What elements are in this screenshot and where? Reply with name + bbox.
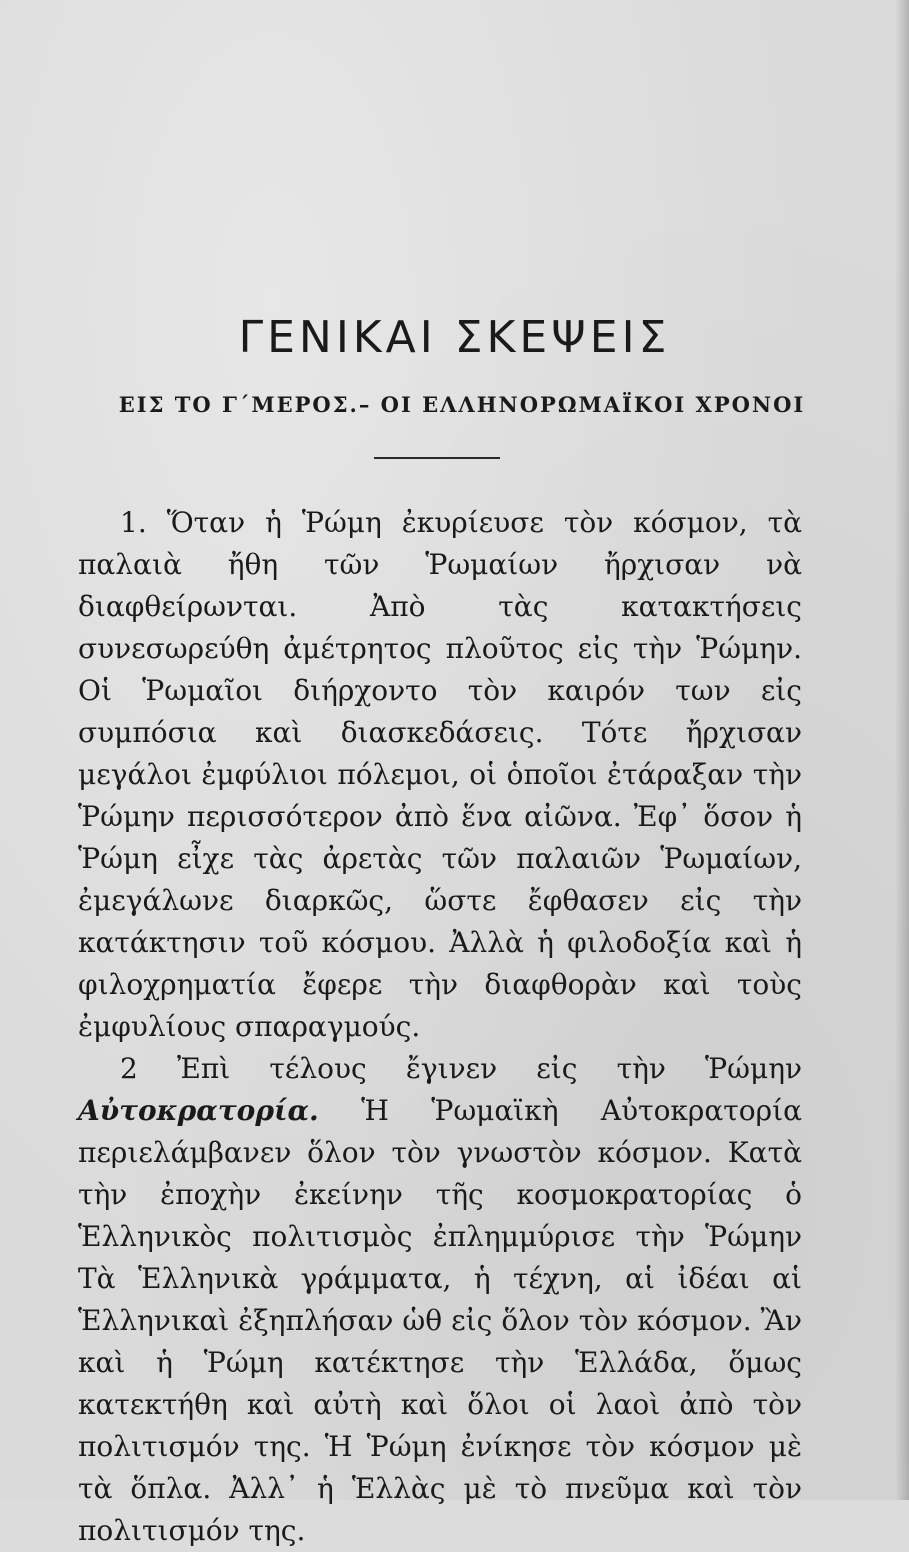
paragraph-2-start: 2 Ἐπὶ τέλους ἔγινεν εἰς τὴν Ῥώμην [120, 1052, 802, 1085]
paragraph-1: 1. Ὅταν ἡ Ῥώμη ἐκυρίευσε τὸν κόσμον, τὰ παλαιὰ ἤθη τῶν Ῥωμαίων ἤρχισαν νὰ διαφθείρωνται. Ἀπὸ τὰς κατακτήσεις συνεσωρεύθη ἀμέτρητος πλοῦτος εἰς τὴν Ῥώμην. Οἱ Ῥωμαῖοι διήρχοντο τὸν καιρόν των εἰς συμπόσια καὶ διασκεδάσεις. Τότε ἤρχισαν μεγάλοι ἐμφύλιοι πόλεμοι, οἱ ὁποῖοι ἐτάραξαν τὴν Ῥώμην περισσότερον ἀπὸ ἕνα αἰῶνα. Ἐφ᾽ ὅσον ἡ Ῥώμη εἶχε τὰς ἀρετὰς τῶν παλαιῶν Ῥωμαίων, ἐμεγάλωνε διαρκῶς, ὥστε ἔφθασεν εἰς τὴν κατάκτησιν τοῦ κόσμου. Ἀλλὰ ἡ φιλοδοξία καὶ ἡ φιλοχρηματία ἔφερε τὴν διαφθορὰν καὶ τοὺς ἐμφυλίους σπαραγμούς. [78, 506, 802, 1043]
page-subtitle: ΕΙΣ ΤΟ Γ΄ΜΕΡΟΣ.– ΟΙ ΕΛΛΗΝΟΡΩΜΑΪΚΟΙ ΧΡΟΝΟΙ [118, 392, 806, 417]
emphasis-autokratoria: Αὐτοκρατορία. [78, 1094, 319, 1127]
paragraph-2 [78, 1048, 802, 1552]
page-title: ΓΕΝΙΚΑΙ ΣΚΕΨΕΙΣ [238, 312, 671, 363]
divider-rule [374, 457, 500, 459]
body-text [78, 502, 802, 1552]
page-edge-shadow [895, 0, 909, 1500]
paragraph-2-rest: Ἡ Ῥωμαϊκὴ Αὐτοκρατορία περιελάμβανεν ὅλον τὸν γνωστὸν κόσμον. Κατὰ τὴν ἐποχὴν ἐκείνην τῆς κοσμοκρατορίας ὁ Ἑλληνικὸς πολιτισμὸς ἐπλημμύρισε τὴν Ῥώμην Τὰ Ἑλληνικὰ γράμματα, ἡ τέχνη, αἱ ἰδέαι αἱ Ἑλληνικαὶ ἐξηπλήσαν ὡθ εἰς ὅλον τὸν κόσμον. Ἂν καὶ ἡ Ῥώμη κατέκτησε τὴν Ἑλλάδα, ὅμως κατεκτήθη καὶ αὐτὴ καὶ ὅλοι οἱ λαοὶ ἀπὸ τὸν πολιτισμόν της. Ἡ Ῥώμη ἐνίκησε τὸν κόσμον μὲ τὰ ὅπλα. Ἀλλ᾽ ἡ Ἑλλὰς μὲ τὸ πνεῦμα καὶ τὸν πολιτισμόν της. [78, 1094, 802, 1547]
